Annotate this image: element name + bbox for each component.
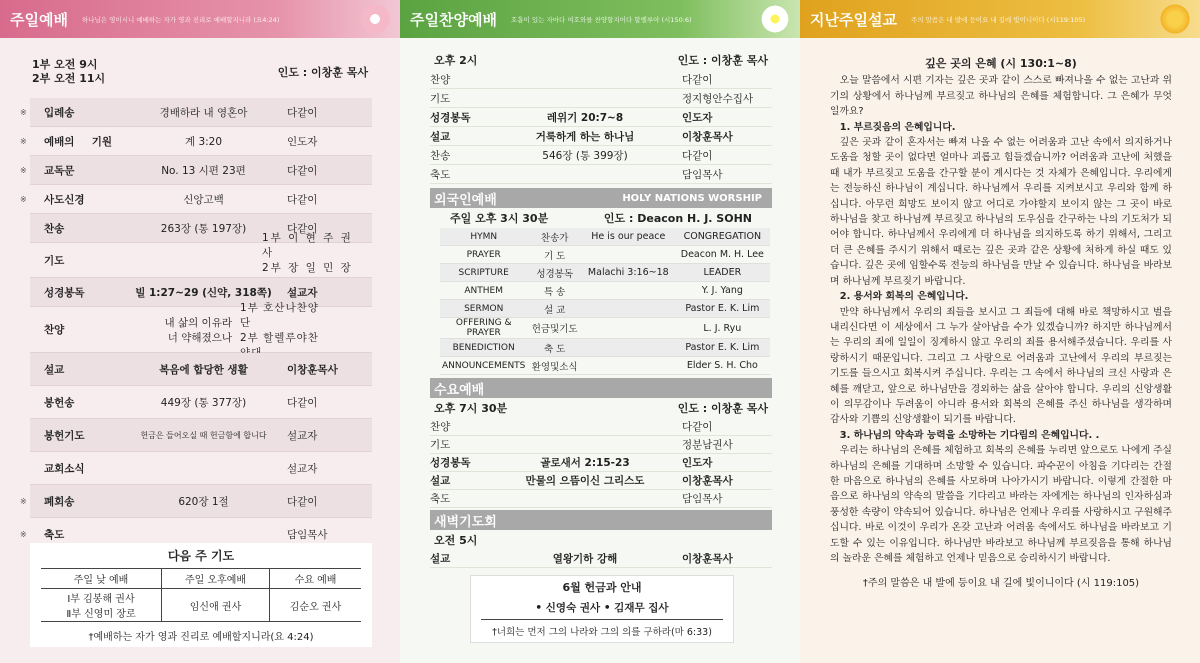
order-item-who: 인도자 (287, 135, 318, 148)
next-week-prayer (30, 543, 372, 647)
required-mark: ※ (20, 107, 27, 117)
panel-title: 주일찬양예배 (410, 10, 497, 29)
row-item: 기도 (430, 92, 451, 105)
order-item-who: 설교자 (287, 429, 318, 442)
row-who: 인도자 (682, 111, 713, 124)
who-line: 1부 호산나찬양단 (240, 301, 319, 329)
next-prayer-table (41, 568, 361, 622)
order-item-content: No. 13 시편 23편 (161, 164, 246, 177)
order-item-who: 다같이 (287, 164, 318, 177)
offering-title: 6월 헌금과 안내 (562, 581, 642, 594)
order-item-who: 다같이 (287, 106, 318, 119)
order-item-name: 교회소식 (44, 462, 85, 475)
table-cell (582, 246, 675, 264)
required-mark: ※ (20, 136, 27, 146)
table-row (440, 357, 770, 375)
order-row (30, 232, 372, 278)
order-row (20, 127, 372, 156)
wednesday-section-header (430, 378, 772, 398)
prayer-footer-verse: †예배하는 자가 영과 진리로 예배할지니라(요 4:24) (88, 632, 314, 643)
wednesday-leader: 인도 : 이창훈 목사 (677, 402, 768, 415)
dawn-time: 오전 5시 (434, 534, 478, 547)
wednesday-time: 오후 7시 30분 (434, 402, 508, 415)
leader: 인도 : 이창훈 목사 (277, 66, 368, 79)
order-item-content: 복음에 합당한 생활 (159, 363, 248, 376)
order-item-name: 축도 (44, 528, 65, 541)
order-row (20, 485, 372, 518)
sunday-worship-panel (0, 0, 400, 663)
foreign-heading (430, 208, 772, 228)
order-item-name: 봉헌송 (44, 396, 75, 409)
wednesday-heading (430, 398, 772, 418)
row-who: 인도자 (682, 457, 713, 469)
table-cell: Pastor E. K. Lim (675, 300, 770, 318)
table-cell: 찬송가 (527, 228, 582, 246)
offering-footer-verse: †너희는 먼저 그의 나라와 그의 의를 구하라(마 6:33) (481, 619, 723, 642)
order-item-content: 경배하라 내 영혼아 (159, 106, 248, 119)
table-cell: HYMN (440, 228, 527, 246)
row-who: 정분남권사 (682, 439, 733, 451)
row-content: 거룩하게 하는 하나님 (535, 130, 635, 143)
table-cell: ANTHEM (440, 282, 527, 300)
table-cell: Deacon M. H. Lee (675, 246, 770, 264)
header-cell: 주일 낮 예배 (41, 569, 161, 589)
order-item-name: 사도신경 (44, 193, 85, 206)
sermon-title: 깊은 곳의 은혜 (시 130:1~8) (925, 57, 1077, 70)
dawn-prayer (430, 510, 772, 568)
row-who: 이창훈목사 (682, 475, 733, 487)
table-cell: BENEDICTION (440, 339, 527, 357)
header-verse: 호흡이 있는 자마다 여호와를 찬양할지어다 할렐루야 (시150:6) (510, 15, 692, 24)
service-row (430, 490, 772, 508)
sunday-worship-header (0, 0, 400, 38)
order-row (20, 185, 372, 214)
order-item-content: 449장 (통 377장) (160, 396, 247, 409)
table-cell: LEADER (675, 264, 770, 282)
service-row (430, 165, 772, 184)
row-item: 찬양 (430, 421, 451, 433)
afternoon-heading (430, 50, 772, 70)
foreign-order-table (440, 228, 770, 375)
table-cell: OFFERING & PRAYER (440, 318, 527, 339)
service-row (430, 127, 772, 146)
wednesday-service (430, 378, 772, 508)
prayer-cell: 임신애 권사 (161, 589, 269, 622)
foreign-leader: 인도 : Deacon H. J. SOHN (603, 212, 752, 225)
order-item-who: 담임목사 (287, 528, 328, 541)
service-row (430, 436, 772, 454)
wednesday-title: 수요예배 (434, 382, 485, 398)
sermon-point-heading: 3. 하나님의 약속과 능력을 소망하는 기다림의 은혜입니다. . (839, 429, 1100, 441)
row-who: 담임목사 (682, 168, 723, 181)
who-line: 1부 이 현 주 권 사 (262, 232, 353, 259)
foreign-time: 주일 오후 3시 30분 (450, 212, 549, 225)
table-row (440, 264, 770, 282)
service-row (430, 472, 772, 490)
order-item-name: 예배의 기원 (44, 135, 112, 148)
order-item-name: 입례송 (44, 106, 75, 119)
panel-title: 지난주일설교 (810, 10, 897, 29)
flower-icon (758, 2, 792, 36)
sermon-point-body: 우리는 하나님의 은혜를 체험하고 회복의 은혜를 누리면 앞으로도 나에게 주실 하나님의 은혜를 기대하며 소망할 수 있습니다. 파수꾼이 아침을 기다리는 간절한 마음으로 하나님의 은혜를 사모하며 나아가시기 바랍니다. 이렇게 간절한 마음으로 하나님의 약속의 말씀을 기다리고 바라는 자에게는 하나님의 인자하심과 풍성한 속량이 약속되어 있습니다. 하나님은 언제나 우리를 사랑하시고 구원해주십니다. 바로 이것이 우리가 온갖 고난과 어려움 속에서도 하나님을 바라보고 기도할 수 있는 이유입니다. 하나님만 바라보고 하나님께 부르짖음을 통해 하나님의 놀라운 은혜를 체험하고 언제나 믿음으로 승리하시기 바랍니다. (830, 445, 1172, 564)
order-item-who: 다같이 (287, 495, 318, 508)
order-item-name: 찬양 (44, 324, 65, 336)
table-cell (582, 282, 675, 300)
row-item: 설교 (430, 553, 451, 565)
table-cell: ANNOUNCEMENTS (440, 357, 527, 375)
table-row (440, 318, 770, 339)
content-line: 내 삶의 이유라 (164, 316, 232, 329)
table-cell: CONGREGATION (675, 228, 770, 246)
table-cell (582, 357, 675, 375)
table-cell: 헌금및기도 (527, 318, 582, 339)
row-content: 만물의 으뜸이신 그리스도 (525, 475, 645, 487)
order-item-content: 헌금은 들어오실 때 헌금함에 합니다 (140, 430, 267, 440)
table-cell: 축 도 (527, 339, 582, 357)
sermon-point-body: 만약 하나님께서 우리의 죄들을 보시고 그 죄들에 대해 바로 책망하시고 벌을 내리신다면 이 세상에서 그 누가 살아남을 수가 있겠습니까? 하지만 하나님께서는 우리의 죄에 일일이 징계하시 않고 우리의 죄를 용서해주셨습니다. 우리를 사랑하시기 때문입니다. 그리고 그 사랑으로 어려움과 고난에서 우리의 부르짖는 기도를 들으시고 회복시켜 주십니다. 우리는 그 속에서 하나님의 크신 사랑과 은혜를 깨닫고, 앞으로 하나님만을 경외하는 삶을 살아야 합니다. 우리의 신앙생활이 의무감이나 두려움이 아니라 용서와 회복의 은혜를 주신 하나님을 생각하며 감사와 기쁨의 신앙생활이 되기를 바랍니다. (830, 306, 1172, 426)
row-content: 골로새서 2:15-23 (540, 457, 630, 469)
order-row (20, 98, 372, 127)
table-cell (582, 339, 675, 357)
order-item-who: 다같이 (287, 396, 318, 409)
order-item-who: 이창훈목사 (287, 363, 338, 376)
order-row (30, 452, 372, 485)
table-cell: 설 교 (527, 300, 582, 318)
dawn-heading (430, 530, 772, 550)
order-item-name: 폐회송 (44, 495, 75, 508)
order-item-content: 빌 1:27~29 (신약, 318쪽) (135, 286, 272, 299)
table-cell: Malachi 3:16~18 (582, 264, 675, 282)
row-item: 성경봉독 (430, 111, 471, 124)
order-item-who: 다같이 (287, 222, 318, 235)
dawn-title: 새벽기도회 (434, 514, 497, 530)
sermon-point-heading: 2. 용서와 회복의 은혜입니다. (839, 291, 969, 303)
offering-notice (470, 575, 734, 643)
foreign-title-en: HOLY NATIONS WORSHIP (622, 192, 762, 204)
row-who: 다같이 (682, 149, 713, 162)
prayer-name: Ⅱ부 신영미 장로 (66, 609, 136, 620)
row-item: 설교 (430, 130, 451, 143)
table-cell: PRAYER (440, 246, 527, 264)
row-item: 성경봉독 (430, 457, 471, 469)
sermon-point-body: 깊은 곳과 같이 혼자서는 빠져 나올 수 없는 어려움과 고난 속에서 의지하거나 도움을 청할 곳이 없다면 얼마나 괴롭고 힘들겠습니까? 어려움과 고난에 처했을 때 내가 부르짖고 도움을 간구할 분이 계시다는 것 자체가 은혜입니다. 우리에게는 전능하신 하나님이 계십니다. 하나님께서 우리를 지켜보시고 우리와 함께 하십니다. 아무런 희망도 보이지 않고 어디로 가야할지 보이지 않는 그 곳이 바로 하나님을 찾고 하나님께 부르짖고 하나님의 도우심을 간구하는 나의 기도처가 되어야 합니다. 하나님께서 우리에게 더 하나님을 의지하도록 하기 위해서, 그리고 더 큰 은혜를 주시기 위해서 때로는 깊은 곳과 같은 상황에 처하게 하실 때도 있습니다. 깊은 곳에 임할수록 전능의 하나님을 만날 수 있습니다. 하나님을 바라보며 하나님께 부르짖기 바랍니다. (830, 137, 1172, 287)
last-sermon-header (800, 0, 1200, 38)
table-cell: L. J. Ryu (675, 318, 770, 339)
afternoon-service (430, 50, 772, 184)
order-item-name: 봉헌기도 (44, 429, 85, 442)
wednesday-rows (430, 418, 772, 508)
table-cell (582, 318, 675, 339)
header-verse: 하나님은 영이시니 예배하는 자가 영과 진리로 예배할지니라 (요4:24) (81, 15, 280, 24)
order-row (30, 419, 372, 452)
header-verse: 주의 말씀은 내 발에 등이요 내 길에 빛이니이다 (시119:105) (910, 15, 1086, 24)
who-line: 2부 할렐루야찬 (240, 331, 319, 344)
required-mark: ※ (20, 165, 27, 175)
row-who: 다같이 (682, 73, 713, 86)
row-who: 이창훈목사 (682, 553, 733, 565)
prayer-cell (41, 589, 161, 622)
foreign-section-header (430, 188, 772, 208)
prayer-name: Ⅰ부 김봉해 권사 (67, 594, 135, 605)
dawn-row (430, 550, 772, 568)
order-item-name: 기도 (44, 254, 65, 267)
order-row (30, 353, 372, 386)
row-item: 찬양 (430, 73, 451, 86)
row-item: 찬송 (430, 149, 451, 162)
row-item: 축도 (430, 168, 451, 181)
order-item-content: 신앙고백 (183, 193, 224, 206)
service-row (430, 146, 772, 165)
row-item: 축도 (430, 493, 451, 505)
required-mark: ※ (20, 529, 27, 539)
row-item: 설교 (430, 475, 451, 487)
closing-verse: †주의 말씀은 내 발에 등이요 내 길에 빛이니이다 (시 119:105) (862, 578, 1140, 590)
table-cell: Pastor E. K. Lim (675, 339, 770, 357)
leaf-icon (1158, 2, 1192, 36)
next-prayer-title: 다음 주 기도 (167, 549, 235, 563)
prayer-cell: 김순오 권사 (270, 589, 361, 622)
dawn-section-header (430, 510, 772, 530)
time-second: 2부 오전 11시 (32, 72, 106, 85)
row-who: 담임목사 (682, 493, 723, 505)
order-of-worship (20, 98, 372, 551)
order-item-name: 교독문 (44, 164, 75, 177)
foreign-title: 외국인예배 (434, 192, 497, 208)
order-item-who: 설교자 (287, 286, 318, 299)
content-line: 너 약해졌으나 (167, 331, 232, 344)
order-item-who (240, 300, 330, 360)
service-row (430, 454, 772, 472)
service-row (430, 70, 772, 89)
offering-names: • 신영숙 권사 • 김재무 집사 (535, 602, 669, 614)
table-cell: 기 도 (527, 246, 582, 264)
order-item-who: 다같이 (287, 193, 318, 206)
required-mark: ※ (20, 496, 27, 506)
row-who: 다같이 (682, 421, 713, 433)
order-item-content: 263장 (통 197장) (160, 222, 247, 235)
afternoon-leader: 인도 : 이창훈 목사 (677, 54, 768, 67)
foreign-service (430, 188, 772, 375)
order-item-name: 성경봉독 (44, 286, 85, 299)
order-row (20, 156, 372, 185)
table-cell: Elder S. H. Cho (675, 357, 770, 375)
table-row (440, 246, 770, 264)
header-cell: 주일 오후예배 (161, 569, 269, 589)
praise-worship-panel (400, 0, 800, 663)
who-line: 2부 장 일 민 장 (262, 262, 353, 274)
afternoon-rows (430, 70, 772, 184)
order-item-content: 계 3:20 (184, 135, 223, 148)
order-item-content (120, 315, 240, 345)
table-cell: 성경봉독 (527, 264, 582, 282)
table-cell (582, 300, 675, 318)
table-cell: SERMON (440, 300, 527, 318)
order-item-name: 찬송 (44, 222, 65, 235)
row-who: 정지형안수집사 (682, 92, 754, 105)
cherry-blossom-icon (358, 2, 392, 36)
table-row (440, 300, 770, 318)
table-cell: 특 송 (527, 282, 582, 300)
service-row (430, 418, 772, 436)
table-cell: He is our peace (582, 228, 675, 246)
table-cell: Y. J. Yang (675, 282, 770, 300)
order-item-who: 설교자 (287, 462, 318, 475)
panel-title: 주일예배 (10, 10, 68, 29)
afternoon-time: 오후 2시 (434, 54, 478, 67)
order-item-content: 620장 1절 (178, 495, 229, 508)
service-row (430, 89, 772, 108)
row-content: 열왕기하 강해 (552, 553, 618, 565)
order-row (30, 301, 372, 353)
sermon-text (830, 56, 1172, 592)
required-mark: ※ (20, 194, 27, 204)
order-item-name: 설교 (44, 363, 65, 376)
table-row (440, 228, 770, 246)
table-cell: 환영및소식 (527, 357, 582, 375)
sermon-point-heading: 1. 부르짖음의 은혜입니다. (839, 121, 956, 133)
service-row (430, 108, 772, 127)
praise-worship-header (400, 0, 800, 38)
row-content: 레위기 20:7~8 (546, 111, 624, 124)
order-row (30, 386, 372, 419)
sermon-intro: 오늘 말씀에서 시편 기자는 깊은 곳과 같이 스스로 빠져나올 수 없는 고난과 위기의 상황에서 하나님께 부르짖고 하나님의 은혜를 체험합니다. 그 은혜가 무엇일까요? (830, 75, 1172, 118)
header-cell: 수요 예배 (270, 569, 361, 589)
table-row (440, 339, 770, 357)
row-who: 이창훈목사 (682, 130, 733, 143)
service-times (32, 58, 372, 86)
table-row (440, 282, 770, 300)
row-item: 기도 (430, 439, 451, 451)
row-content: 546장 (통 399장) (542, 149, 628, 162)
time-first: 1부 오전 9시 (32, 58, 98, 71)
table-cell: SCRIPTURE (440, 264, 527, 282)
